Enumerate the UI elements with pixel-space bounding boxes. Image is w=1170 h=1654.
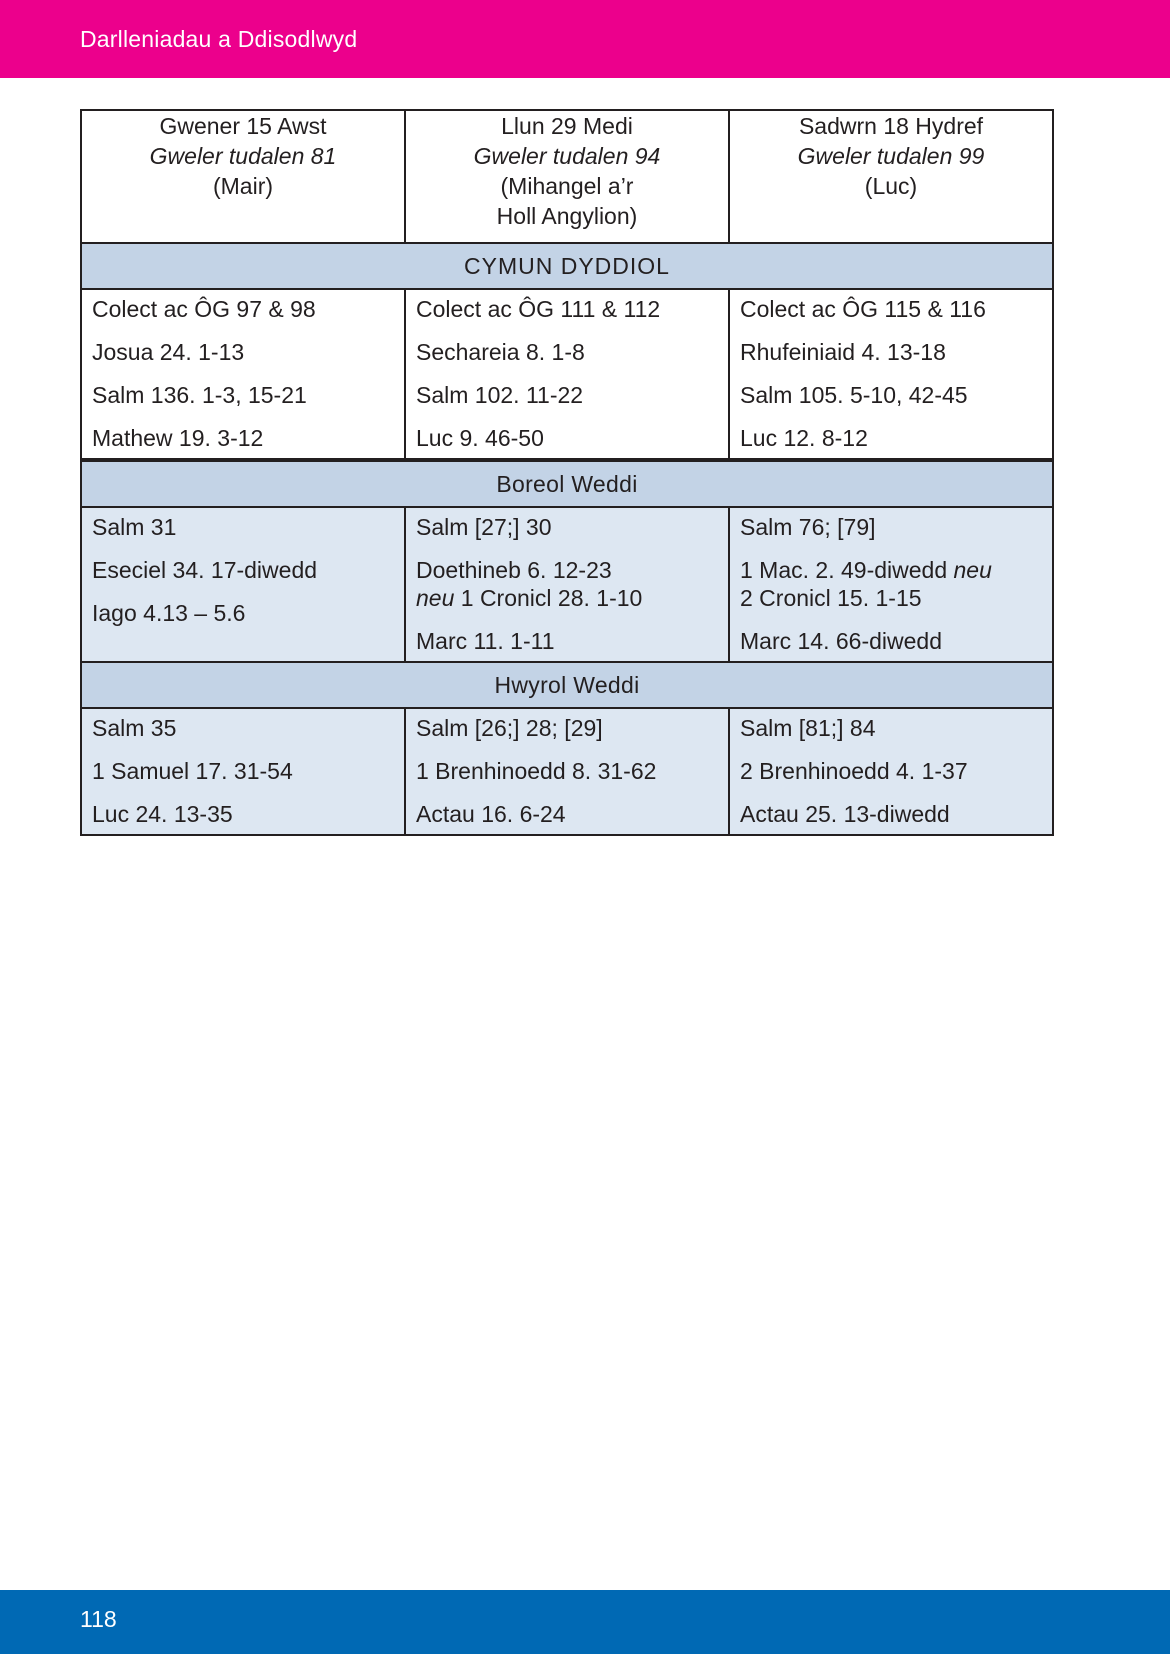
section-row-boreol [81,460,1053,507]
readings-cell [729,507,1053,662]
column-header-gwener [81,110,405,243]
section-row-hwyrol [81,662,1053,708]
page-reference: Gweler tudalen 94 [473,143,661,169]
feast-note: (Mair) [212,173,274,199]
footer-band [0,1590,1170,1654]
readings-cell [81,708,405,835]
reading-entry: Luc 24. 13-35 [92,801,233,827]
feast-note: (Mihangel a’r [500,173,634,199]
reading-entry: Colect ac ÔG 97 & 98 [92,296,316,322]
reading-entry: Colect ac ÔG 111 & 112 [416,296,661,322]
page-reference: Gweler tudalen 81 [149,143,337,169]
reading-entry: Iago 4.13 – 5.6 [92,600,246,626]
readings-cell [81,289,405,460]
alternative-conjunction: neu [953,557,992,583]
page-reference: Gweler tudalen 99 [797,143,985,169]
readings-cell [405,507,729,662]
reading-entry: Salm 31 [92,514,177,540]
day-label: Llun 29 Medi [501,113,633,139]
reading-entry: Sechareia 8. 1-8 [416,339,585,365]
readings-cell [729,289,1053,460]
section-title: Boreol Weddi [81,460,1053,507]
alternative-conjunction: neu [416,585,455,611]
reading-entry: Rhufeiniaid 4. 13-18 [740,339,946,365]
reading-entry: Salm 35 [92,715,177,741]
reading-entry: Colect ac ÔG 115 & 116 [740,296,986,322]
reading-entry: Salm [81;] 84 [740,715,876,741]
feast-note: Holl Angylion) [496,203,638,229]
reading-entry: Marc 14. 66-diwedd [740,628,942,654]
reading-option: 1 Cronicl 28. 1-10 [454,585,643,611]
reading-entry: 1 Brenhinoedd 8. 31-62 [416,758,657,784]
feast-note: (Luc) [864,173,918,199]
reading-entry: Salm 105. 5-10, 42-45 [740,382,968,408]
readings-row-boreol [81,507,1053,662]
reading-entry-alternatives [740,556,1042,612]
readings-row-hwyrol [81,708,1053,835]
readings-cell [405,708,729,835]
reading-entry: Marc 11. 1-11 [416,628,555,654]
running-title: Darlleniadau a Ddisodlwyd [80,26,358,52]
reading-entry: Salm [27;] 30 [416,514,552,540]
column-header-sadwrn [729,110,1053,243]
readings-cell [405,289,729,460]
reading-entry: Actau 25. 13-diwedd [740,801,950,827]
readings-row-cymun [81,289,1053,460]
reading-option: 1 Mac. 2. 49-diwedd [740,557,954,583]
reading-option: 2 Cronicl 15. 1-15 [740,585,922,611]
reading-entry: Luc 12. 8-12 [740,425,868,451]
section-row-cymun [81,243,1053,289]
readings-cell [729,708,1053,835]
reading-entry: Josua 24. 1-13 [92,339,245,365]
day-label: Sadwrn 18 Hydref [798,113,984,139]
column-header-llun [405,110,729,243]
reading-entry: Salm 102. 11-22 [416,382,584,408]
section-title: CYMUN DYDDIOL [81,243,1053,289]
reading-entry: Luc 9. 46-50 [416,425,544,451]
reading-entry: Eseciel 34. 17-diwedd [92,557,318,583]
reading-entry: Salm 136. 1-3, 15-21 [92,382,307,408]
page-number: 118 [80,1606,117,1632]
reading-entry: Salm [26;] 28; [29] [416,715,603,741]
reading-entry-alternatives [416,556,718,612]
reading-entry: Actau 16. 6-24 [416,801,566,827]
reading-entry: Salm 76; [79] [740,514,876,540]
reading-entry: 2 Brenhinoedd 4. 1-37 [740,758,968,784]
reading-entry: Mathew 19. 3-12 [92,425,264,451]
header-band [0,0,1170,78]
section-title: Hwyrol Weddi [81,662,1053,708]
reading-entry: 1 Samuel 17. 31-54 [92,758,293,784]
reading-option: Doethineb 6. 12-23 [416,557,612,583]
readings-cell [81,507,405,662]
table-header-row [81,110,1053,243]
readings-table [80,109,1054,836]
day-label: Gwener 15 Awst [159,113,327,139]
